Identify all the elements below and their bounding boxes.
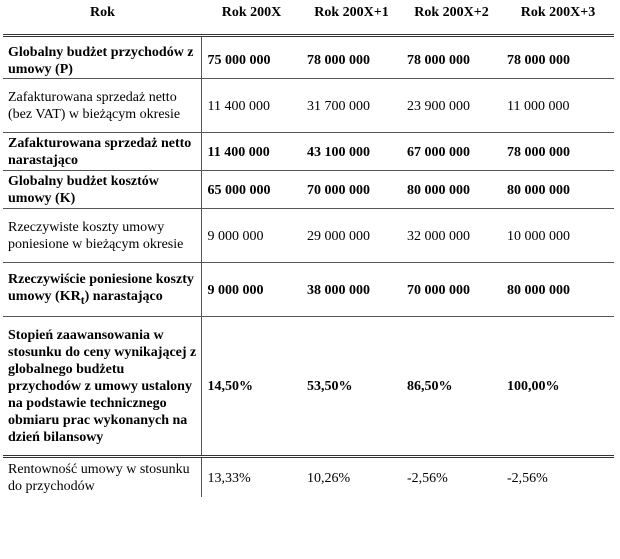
cell-value: 80 000 000: [501, 263, 614, 317]
header-year-200x-3: Rok 200X+3: [501, 3, 614, 36]
cell-value: 78 000 000: [501, 133, 614, 171]
cell-value: 70 000 000: [301, 171, 401, 209]
header-year-200x: Rok 200X: [201, 3, 301, 36]
cell-value: 78 000 000: [501, 36, 614, 79]
cell-value: 10,26%: [307, 470, 351, 486]
cell-value: 9 000 000: [201, 263, 301, 317]
row-label: Globalny budżet kosztów umowy (K): [3, 171, 201, 209]
table-row-invoiced-sales-cumulative: [3, 133, 614, 171]
row-label: Stopień zaawansowania w stosunku do ceny wynikającej z globalnego budżetu przychodów z umowy ustalony na podstawie technicznego obmiaru prac wykonanych na dzień bilansowy: [3, 317, 201, 457]
row-label: Zafakturowana sprzedaż netto narastająco: [3, 133, 201, 171]
cell-value: 75 000 000: [201, 36, 301, 79]
cell-value: 65 000 000: [201, 171, 301, 209]
cell-value: 29 000 000: [301, 209, 401, 263]
contract-revenue-table: [3, 3, 614, 497]
cell-value: 43 100 000: [301, 133, 401, 171]
table-row-global-revenue-budget: [3, 36, 614, 79]
cell-value: 11 400 000: [201, 79, 301, 133]
cell-value: 67 000 000: [401, 133, 501, 171]
cell-value: 78 000 000: [401, 36, 501, 79]
cell-value: 80 000 000: [501, 171, 614, 209]
cell-value: 100,00%: [501, 317, 614, 457]
cell-value: 32 000 000: [401, 209, 501, 263]
header-year-200x-2: Rok 200X+2: [401, 3, 501, 36]
table-row-contract-profitability: [3, 457, 614, 498]
cell-value: 11 000 000: [501, 79, 614, 133]
cell-value: -2,56%: [407, 470, 448, 486]
cell-value: 38 000 000: [301, 263, 401, 317]
header-year-200x-1: Rok 200X+1: [301, 3, 401, 36]
cell-value: 9 000 000: [201, 209, 301, 263]
cell-value: 31 700 000: [301, 79, 401, 133]
row-label: Rzeczywiste koszty umowy poniesione w bieżącym okresie: [3, 209, 201, 263]
row-label: Globalny budżet przychodów z umowy (P): [3, 36, 201, 79]
cell-value: 11 400 000: [201, 133, 301, 171]
cell-value: 70 000 000: [401, 263, 501, 317]
cell-value: 80 000 000: [401, 171, 501, 209]
cell-value: 14,50%: [201, 317, 301, 457]
table-row-completion-stage: [3, 317, 614, 457]
row-label: [3, 263, 201, 317]
table-row-global-cost-budget: [3, 171, 614, 209]
cell-value: 10 000 000: [501, 209, 614, 263]
row-label-main: Rzeczywiście poniesione koszty umowy (KR: [8, 272, 194, 305]
table-header-row: [3, 3, 614, 36]
header-rok: Rok: [3, 3, 201, 36]
table-row-actual-costs-period: [3, 209, 614, 263]
row-label-subscript: t: [80, 293, 85, 307]
cell-value: 53,50%: [301, 317, 401, 457]
cell-value: 13,33%: [207, 470, 251, 486]
table-row-invoiced-sales-period: [3, 79, 614, 133]
cell-value: 78 000 000: [301, 36, 401, 79]
row-label-tail: ) narastająco: [84, 289, 163, 305]
row-label: Zafakturowana sprzedaż netto (bez VAT) w bieżącym okresie: [3, 79, 201, 133]
table-row-actual-costs-cumulative: [3, 263, 614, 317]
cell-value: -2,56%: [507, 470, 548, 486]
cell-value: 86,50%: [401, 317, 501, 457]
cell-value: 23 900 000: [401, 79, 501, 133]
row-label: Rentowność umowy w stosunku do przychodów: [3, 457, 201, 498]
